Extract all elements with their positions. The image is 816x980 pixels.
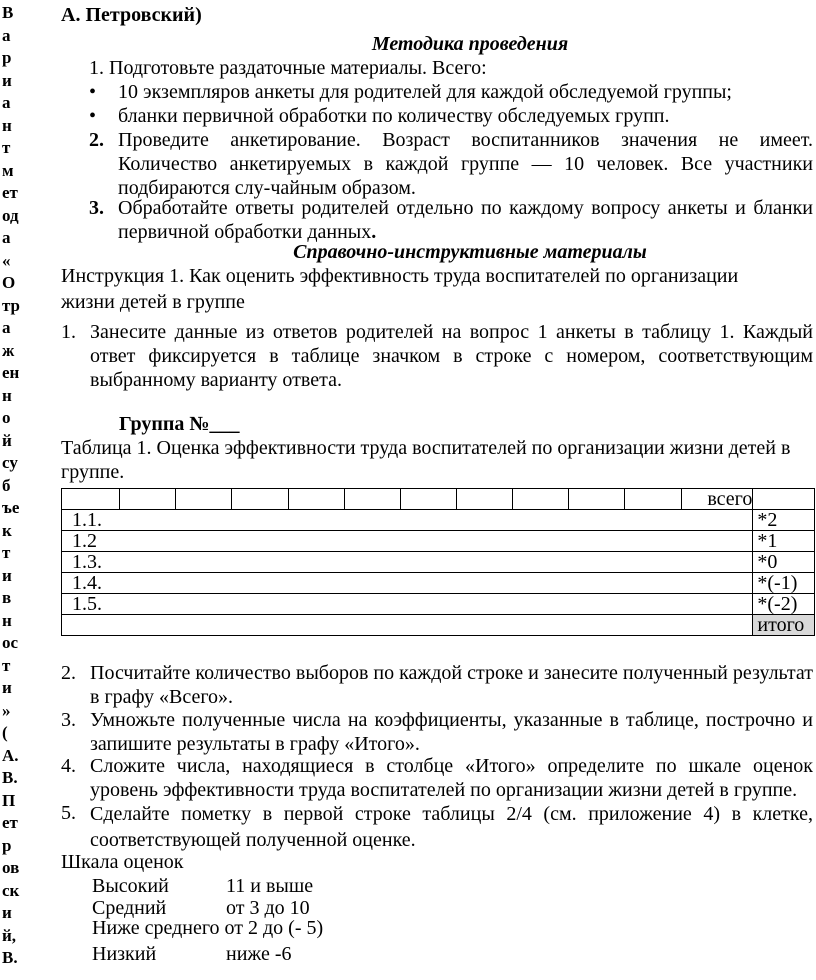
sidebar-letter: ов (2, 858, 20, 877)
table-footer-row (62, 615, 815, 636)
sidebar-letter: н (2, 115, 12, 135)
sidebar-letter: а (2, 228, 11, 247)
sidebar-vertical-text (2, 2, 42, 970)
sidebar-letter: и (2, 903, 12, 922)
step-text: Сложите числа, находящиеся в столбце «Итого» определите по шкале оценок уровень эффективности труда воспитателей по организации жизни детей в группе. (90, 755, 813, 801)
row-coefficient: *(-2) (753, 594, 815, 615)
row-label: 1.4. (62, 573, 753, 594)
sidebar-letter: П (2, 790, 16, 810)
footer-total-cell: итого (753, 615, 815, 636)
scale-range: ниже -6 (226, 943, 292, 965)
row-coefficient: *(-1) (753, 573, 815, 594)
sidebar-letter: О (2, 273, 16, 292)
step-text: Умножьте полученные числа на коэффициенты, указанные в таблице, построчно и запишите результаты в графу «Итого». (90, 709, 813, 755)
sidebar-letter: т (2, 655, 11, 675)
sidebar-letter: и (2, 70, 12, 90)
step-3-number: 3. (89, 197, 104, 219)
step-number: 4. (61, 755, 76, 777)
sidebar-letter: од (2, 205, 19, 225)
instruction-line-1: Инструкция 1. Как оценить эффективность труда воспитателей по организации (61, 265, 739, 287)
table-header-row (62, 489, 815, 510)
step-text: Сделайте пометку в первой строке таблицы 2/4 (см. приложение 4) в клетке, соответствующей полученной оценке. (90, 803, 813, 851)
instruction-item-text: Занесите данные из ответов родителей на вопрос 1 анкеты в таблицу 1. Каждый ответ фиксируется в таблице значком в строке с номером, соответствующим выбранному варианту ответа. (90, 321, 813, 391)
step-1: 1. Подготовьте раздаточные материалы. Всего: (89, 57, 487, 79)
bullet-mark: • (89, 105, 97, 127)
sidebar-letter: ос (2, 633, 19, 652)
header-total-cell: всего (681, 489, 753, 510)
instruction-item-number: 1. (61, 321, 76, 343)
sidebar-letter: » (2, 700, 11, 720)
bullet-mark: • (89, 81, 97, 103)
sidebar-letter: б (2, 475, 11, 495)
sidebar-letter: ъе (2, 498, 20, 517)
sidebar-letter: В (2, 3, 14, 22)
sidebar-letter: В. (2, 768, 18, 787)
sidebar-letter: су (2, 453, 18, 472)
scale-level: Высокий (92, 875, 169, 897)
step-2-number: 2. (89, 129, 104, 151)
sidebar-letter: а (2, 93, 11, 112)
sidebar-letter: а (2, 25, 11, 45)
sidebar-letter: « (2, 250, 11, 270)
step-3-text: Обработайте ответы родителей отдельно по каждому вопросу анкеты и бланки первичной обработки данных. (118, 197, 813, 243)
sidebar-letter: и (2, 678, 12, 697)
row-label: 1.5. (62, 594, 753, 615)
sidebar-letter: о (2, 408, 11, 427)
sidebar-letter: А. (2, 745, 19, 765)
sidebar-letter: й, (2, 925, 17, 945)
table-caption-cont: группе. (61, 461, 125, 483)
sidebar-letter: й (2, 430, 12, 450)
sidebar-letter: р (2, 835, 12, 855)
sidebar-letter: ск (2, 880, 20, 900)
sidebar-letter: к (2, 520, 12, 540)
sidebar-letter: н (2, 610, 12, 630)
sidebar-letter: т (2, 543, 11, 562)
sidebar-letter: т (2, 138, 11, 157)
sidebar-letter: а (2, 318, 11, 337)
table-row (62, 510, 815, 531)
table-caption: Таблица 1. Оценка эффективности труда воспитателей по организации жизни детей в (61, 437, 791, 459)
row-coefficient: *0 (753, 552, 815, 573)
row-coefficient: *1 (753, 531, 815, 552)
table-row (62, 594, 815, 615)
row-label: 1.3. (62, 552, 753, 573)
scale-level: Средний (92, 897, 167, 919)
sidebar-letter: ет (2, 813, 18, 832)
sidebar-letter: ен (2, 363, 20, 382)
table-row (62, 531, 815, 552)
sidebar-letter: в (2, 588, 12, 607)
bullet-item: бланки первичной обработки по количеству обследуемых групп. (118, 105, 670, 127)
scale-title: Шкала оценок (61, 851, 184, 873)
scale-range: от 3 до 10 (226, 897, 310, 919)
row-label: 1.2 (62, 531, 753, 552)
bullet-item: 10 экземпляров анкеты для родителей для каждой обследуемой группы; (118, 81, 732, 103)
reference-title: Справочно-инструктивные материалы (293, 241, 647, 263)
sidebar-letter: ( (2, 723, 8, 742)
sidebar-letter: н (2, 385, 12, 405)
scale-level: Низкий (92, 943, 157, 965)
step-text: Посчитайте количество выборов по каждой строке и занесите полученный результат в графу «Всего». (90, 662, 813, 708)
group-label: Группа №___ (119, 413, 240, 435)
header-author: А. Петровский) (61, 4, 202, 26)
step-2-text: Проведите анкетирование. Возраст воспитанников значения не имеет. Количество анкетируемых в каждой группе — 10 человек. Все участники подбираются слу-чайным образом. (118, 129, 813, 199)
scale-range: 11 и выше (226, 875, 314, 897)
table-row (62, 573, 815, 594)
evaluation-table (61, 488, 815, 636)
sidebar-letter: ж (2, 340, 15, 360)
step-number: 2. (61, 662, 76, 684)
step-number: 3. (61, 709, 76, 731)
sidebar-letter: тр (2, 295, 21, 315)
sidebar-letter: и (2, 565, 12, 585)
step-number: 5. (61, 802, 76, 824)
sidebar-letter: м (2, 160, 14, 180)
row-label: 1.1. (62, 510, 753, 531)
scale-level: Ниже среднего от 2 до (- 5) (92, 917, 324, 939)
sidebar-letter: р (2, 48, 12, 67)
table-row (62, 552, 815, 573)
instruction-line-2: жизни детей в группе (61, 291, 245, 313)
sidebar-letter: ет (2, 183, 18, 202)
method-title: Методика проведения (371, 33, 569, 55)
sidebar-letter: В. (2, 948, 18, 967)
row-coefficient: *2 (753, 510, 815, 531)
